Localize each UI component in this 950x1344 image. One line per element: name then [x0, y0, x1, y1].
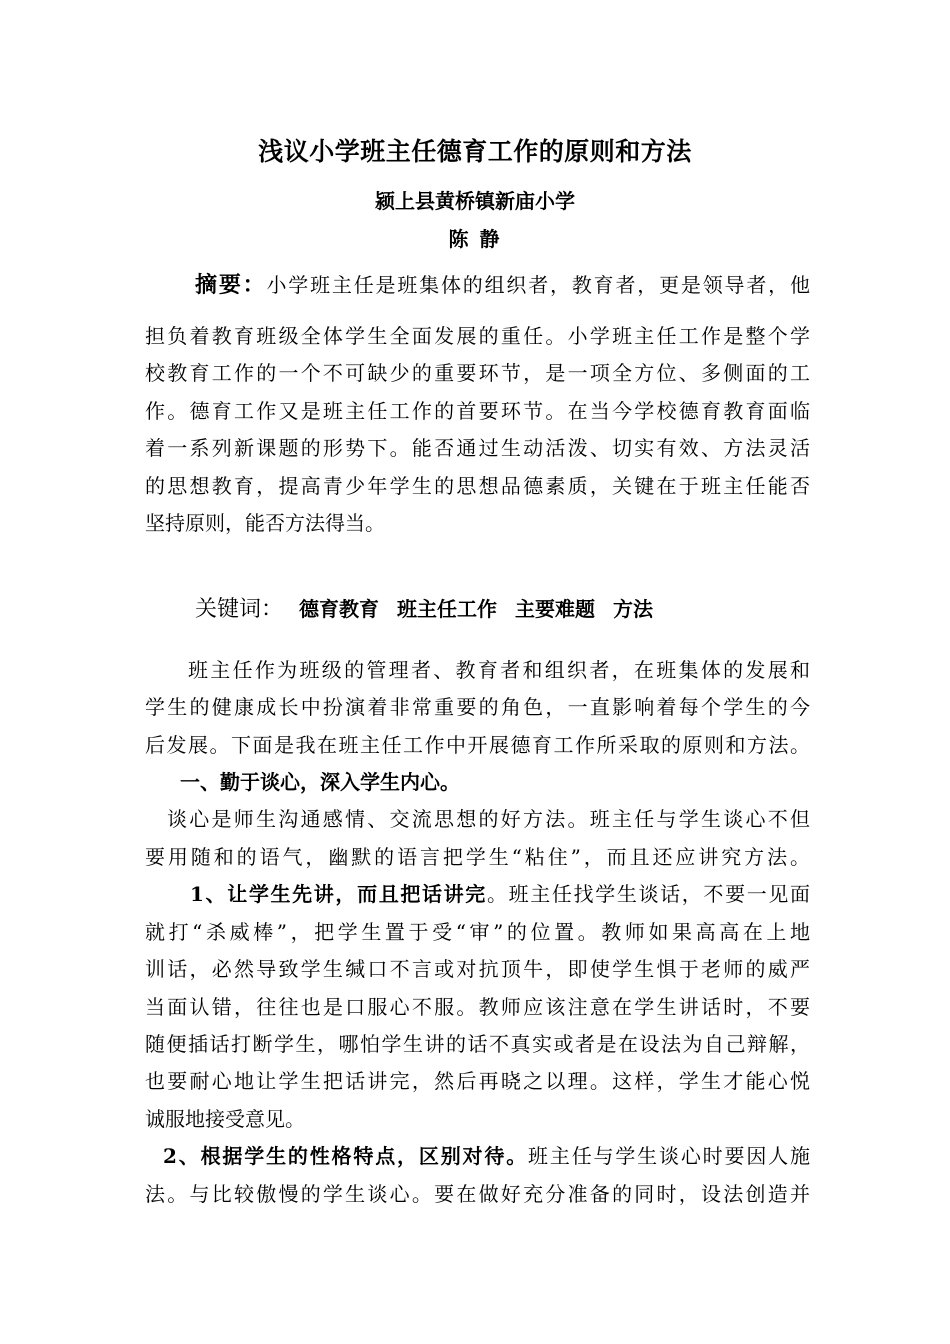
body-line: 诚服地接受意见。 — [145, 1107, 305, 1131]
keyword: 德育教育 — [299, 597, 380, 621]
keywords-line — [195, 594, 810, 625]
document-title: 浅议小学班主任德育工作的原则和方法 — [258, 137, 692, 166]
body-line: 谈心是师生沟通感情、交流思想的好方法。班主任与学生谈心不但 — [167, 807, 810, 831]
body-line: 当面认错，往往也是口服心不服。教师应该注意在学生讲话时，不要 — [145, 995, 810, 1019]
abstract-line: 着一系列新课题的形势下。能否通过生动活泼、切实有效、方法灵活 — [145, 436, 810, 460]
abstract-line: 坚持原则，能否方法得当。 — [145, 511, 385, 535]
section-heading: 一、勤于谈心，深入学生内心。 — [180, 770, 460, 794]
body-line: 要用随和的语气，幽默的语言把学生“粘住”，而且还应讲究方法。 — [145, 845, 810, 869]
keyword: 方法 — [613, 597, 654, 621]
abstract-label: 摘要： — [195, 272, 267, 298]
point-label: 2、根据学生的性格特点，区别对待。 — [163, 1144, 529, 1168]
point-line: 1、让学生先讲，而且把话讲完。班主任找学生谈话，不要一见面 — [190, 882, 811, 906]
intro-line: 后发展。下面是我在班主任工作中开展德育工作所采取的原则和方法。 — [145, 733, 810, 757]
point-line: 2、根据学生的性格特点，区别对待。班主任与学生谈心时要因人施 — [163, 1144, 810, 1168]
body-line: 训话，必然导致学生缄口不言或对抗顶牛，即使学生惧于老师的威严 — [145, 957, 810, 981]
abstract-line: 校教育工作的一个不可缺少的重要环节，是一项全方位、多侧面的工 — [145, 361, 810, 385]
abstract-line: 的思想教育，提高青少年学生的思想品德素质，关键在于班主任能否 — [145, 474, 810, 498]
keyword: 主要难题 — [515, 597, 596, 621]
keyword: 班主任工作 — [397, 597, 498, 621]
abstract-line: 作。德育工作又是班主任工作的首要环节。在当今学校德育教育面临 — [145, 399, 810, 423]
body-line: 也要耐心地让学生把话讲完，然后再晓之以理。这样，学生才能心悦 — [145, 1069, 810, 1093]
body-line: 法。与比较傲慢的学生谈心。要在做好充分准备的同时，设法创造并 — [145, 1182, 810, 1206]
intro-line: 班主任作为班级的管理者、教育者和组织者，在班集体的发展和 — [188, 658, 810, 682]
body-line: 随便插话打断学生，哪怕学生讲的话不真实或者是在设法为自己辩解， — [145, 1032, 810, 1056]
body-line: 就打“杀威棒”，把学生置于受“审”的位置。教师如果高高在上地 — [145, 920, 810, 944]
author-school: 颍上县黄桥镇新庙小学 — [375, 189, 575, 213]
keywords-label: 关键词： — [195, 597, 284, 622]
abstract-line: 摘要：小学班主任是班集体的组织者，教育者，更是领导者，他 — [195, 272, 810, 298]
point-label: 1、让学生先讲，而且把话讲完 — [190, 882, 487, 906]
intro-line: 学生的健康成长中扮演着非常重要的角色，一直影响着每个学生的今 — [145, 695, 810, 719]
abstract-line: 担负着教育班级全体学生全面发展的重任。小学班主任工作是整个学 — [145, 324, 810, 348]
author-name: 陈 静 — [448, 227, 502, 251]
